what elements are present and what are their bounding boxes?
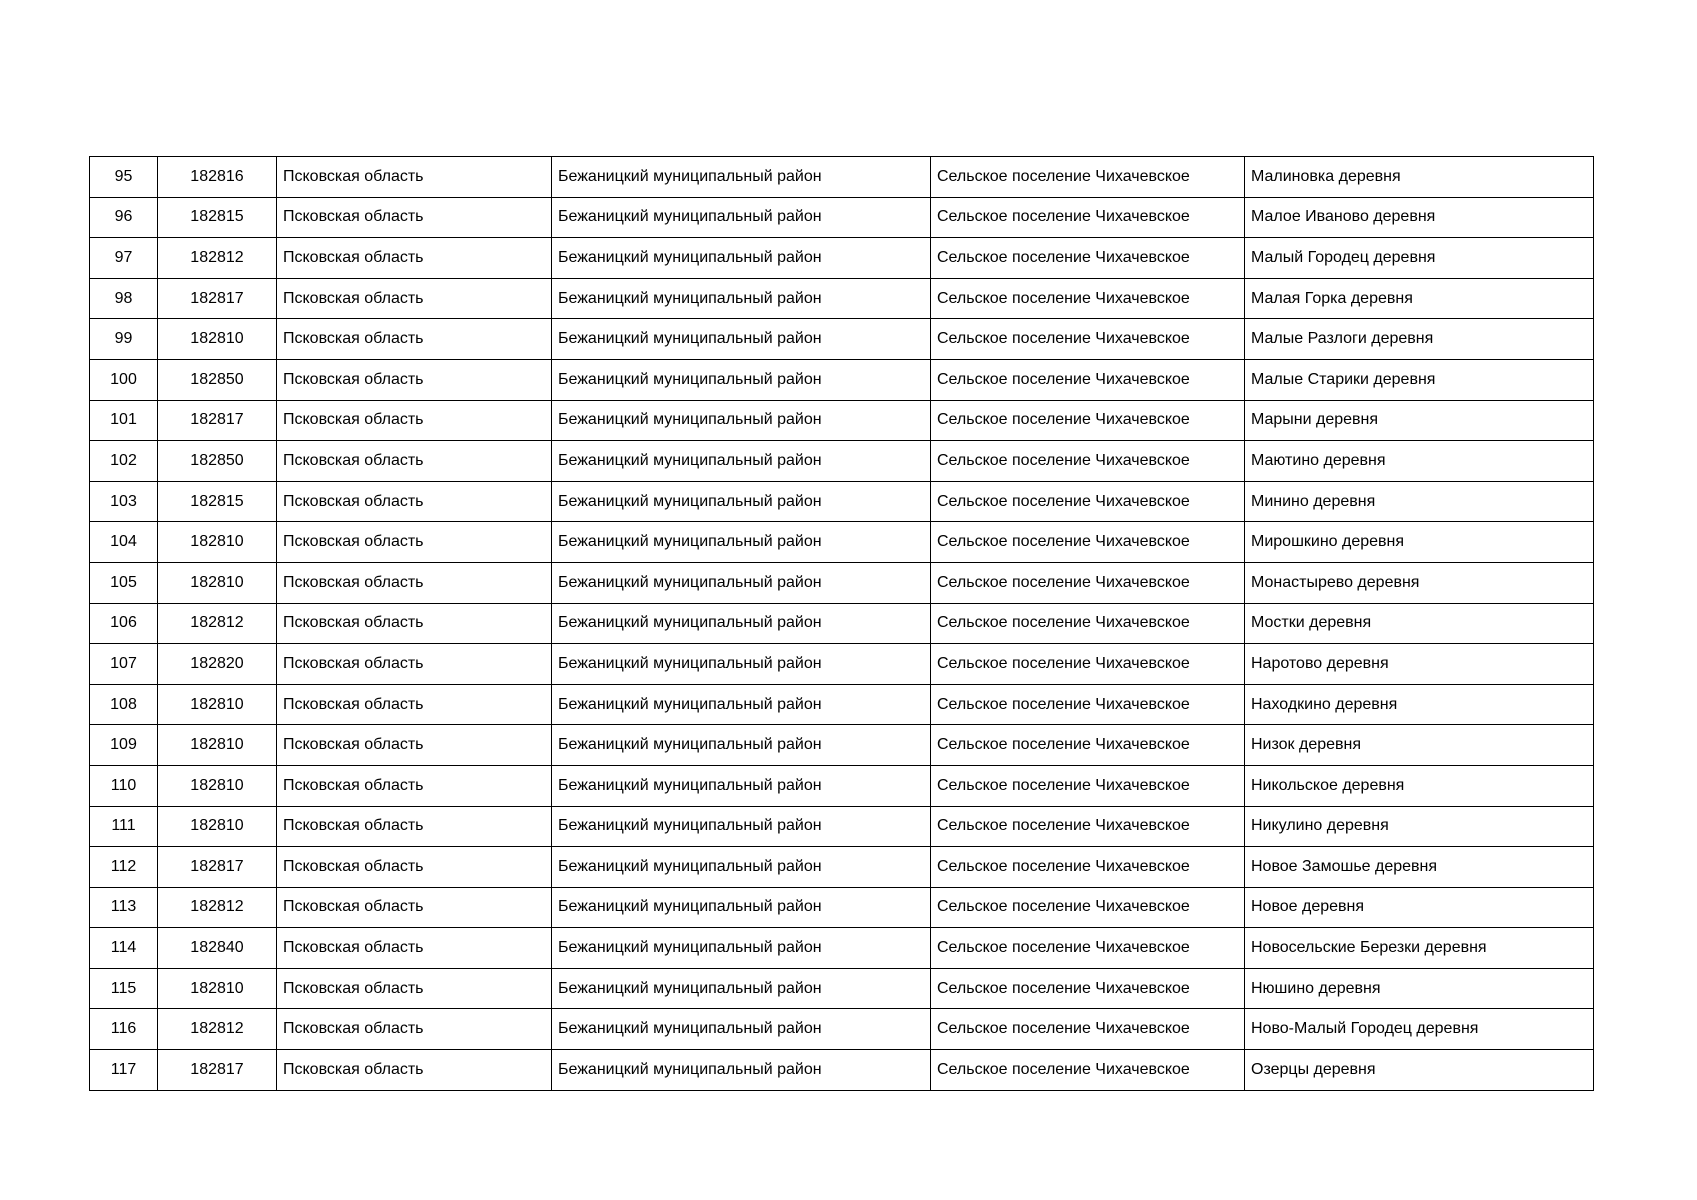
region-cell: Псковская область — [277, 562, 552, 603]
table-row — [90, 278, 1594, 319]
row-number-cell: 101 — [90, 400, 158, 441]
row-number-cell: 103 — [90, 481, 158, 522]
postal-code-cell: 182810 — [158, 968, 277, 1009]
row-number-cell: 95 — [90, 157, 158, 198]
district-cell: Бежаницкий муниципальный район — [552, 968, 931, 1009]
table-row — [90, 1009, 1594, 1050]
table-row — [90, 968, 1594, 1009]
table-row — [90, 887, 1594, 928]
row-number-cell: 99 — [90, 319, 158, 360]
settlement-cell: Сельское поселение Чихачевское — [931, 278, 1245, 319]
settlement-cell: Сельское поселение Чихачевское — [931, 359, 1245, 400]
postal-code-cell: 182812 — [158, 1009, 277, 1050]
locality-cell: Малые Разлоги деревня — [1245, 319, 1594, 360]
locality-cell: Маютино деревня — [1245, 441, 1594, 482]
region-cell: Псковская область — [277, 644, 552, 685]
locality-cell: Наротово деревня — [1245, 644, 1594, 685]
locality-cell: Новое Замошье деревня — [1245, 847, 1594, 888]
row-number-cell: 111 — [90, 806, 158, 847]
row-number-cell: 100 — [90, 359, 158, 400]
settlement-cell: Сельское поселение Чихачевское — [931, 928, 1245, 969]
settlement-cell: Сельское поселение Чихачевское — [931, 765, 1245, 806]
postal-code-cell: 182850 — [158, 359, 277, 400]
region-cell: Псковская область — [277, 1009, 552, 1050]
region-cell: Псковская область — [277, 806, 552, 847]
locality-cell: Никулино деревня — [1245, 806, 1594, 847]
district-cell: Бежаницкий муниципальный район — [552, 765, 931, 806]
region-cell: Псковская область — [277, 684, 552, 725]
settlement-cell: Сельское поселение Чихачевское — [931, 644, 1245, 685]
table-row — [90, 806, 1594, 847]
row-number-cell: 116 — [90, 1009, 158, 1050]
district-cell: Бежаницкий муниципальный район — [552, 847, 931, 888]
district-cell: Бежаницкий муниципальный район — [552, 481, 931, 522]
locality-cell: Находкино деревня — [1245, 684, 1594, 725]
settlement-cell: Сельское поселение Чихачевское — [931, 481, 1245, 522]
locality-cell: Мирошкино деревня — [1245, 522, 1594, 563]
locality-cell: Малое Иваново деревня — [1245, 197, 1594, 238]
district-cell: Бежаницкий муниципальный район — [552, 684, 931, 725]
row-number-cell: 115 — [90, 968, 158, 1009]
settlement-cell: Сельское поселение Чихачевское — [931, 562, 1245, 603]
row-number-cell: 110 — [90, 765, 158, 806]
settlement-cell: Сельское поселение Чихачевское — [931, 319, 1245, 360]
row-number-cell: 114 — [90, 928, 158, 969]
locality-cell: Минино деревня — [1245, 481, 1594, 522]
postal-code-cell: 182850 — [158, 441, 277, 482]
row-number-cell: 105 — [90, 562, 158, 603]
table-row — [90, 928, 1594, 969]
postal-code-cell: 182840 — [158, 928, 277, 969]
settlement-cell: Сельское поселение Чихачевское — [931, 1050, 1245, 1091]
postal-code-cell: 182810 — [158, 684, 277, 725]
region-cell: Псковская область — [277, 522, 552, 563]
district-cell: Бежаницкий муниципальный район — [552, 522, 931, 563]
locality-cell: Озерцы деревня — [1245, 1050, 1594, 1091]
locality-cell: Никольское деревня — [1245, 765, 1594, 806]
locality-cell: Нюшино деревня — [1245, 968, 1594, 1009]
region-cell: Псковская область — [277, 359, 552, 400]
region-cell: Псковская область — [277, 157, 552, 198]
row-number-cell: 109 — [90, 725, 158, 766]
region-cell: Псковская область — [277, 319, 552, 360]
postal-code-cell: 182816 — [158, 157, 277, 198]
table-row — [90, 197, 1594, 238]
district-cell: Бежаницкий муниципальный район — [552, 603, 931, 644]
settlements-table — [89, 156, 1594, 1091]
postal-code-cell: 182815 — [158, 481, 277, 522]
postal-code-cell: 182810 — [158, 765, 277, 806]
postal-code-cell: 182812 — [158, 887, 277, 928]
district-cell: Бежаницкий муниципальный район — [552, 319, 931, 360]
settlement-cell: Сельское поселение Чихачевское — [931, 238, 1245, 279]
row-number-cell: 107 — [90, 644, 158, 685]
settlement-cell: Сельское поселение Чихачевское — [931, 968, 1245, 1009]
table-row — [90, 725, 1594, 766]
row-number-cell: 112 — [90, 847, 158, 888]
table-row — [90, 644, 1594, 685]
locality-cell: Монастырево деревня — [1245, 562, 1594, 603]
region-cell: Псковская область — [277, 238, 552, 279]
district-cell: Бежаницкий муниципальный район — [552, 278, 931, 319]
postal-code-cell: 182817 — [158, 847, 277, 888]
table-row — [90, 441, 1594, 482]
district-cell: Бежаницкий муниципальный район — [552, 197, 931, 238]
district-cell: Бежаницкий муниципальный район — [552, 157, 931, 198]
postal-code-cell: 182810 — [158, 522, 277, 563]
row-number-cell: 96 — [90, 197, 158, 238]
postal-code-cell: 182810 — [158, 319, 277, 360]
postal-code-cell: 182817 — [158, 1050, 277, 1091]
table-row — [90, 522, 1594, 563]
region-cell: Псковская область — [277, 765, 552, 806]
locality-cell: Ново-Малый Городец деревня — [1245, 1009, 1594, 1050]
region-cell: Псковская область — [277, 928, 552, 969]
region-cell: Псковская область — [277, 603, 552, 644]
settlement-cell: Сельское поселение Чихачевское — [931, 441, 1245, 482]
row-number-cell: 117 — [90, 1050, 158, 1091]
row-number-cell: 106 — [90, 603, 158, 644]
settlement-cell: Сельское поселение Чихачевское — [931, 1009, 1245, 1050]
settlement-cell: Сельское поселение Чихачевское — [931, 522, 1245, 563]
postal-code-cell: 182810 — [158, 806, 277, 847]
postal-code-cell: 182810 — [158, 725, 277, 766]
table-row — [90, 603, 1594, 644]
table-row — [90, 238, 1594, 279]
district-cell: Бежаницкий муниципальный район — [552, 806, 931, 847]
locality-cell: Низок деревня — [1245, 725, 1594, 766]
region-cell: Псковская область — [277, 887, 552, 928]
settlement-cell: Сельское поселение Чихачевское — [931, 806, 1245, 847]
settlement-cell: Сельское поселение Чихачевское — [931, 847, 1245, 888]
district-cell: Бежаницкий муниципальный район — [552, 644, 931, 685]
row-number-cell: 104 — [90, 522, 158, 563]
postal-code-cell: 182812 — [158, 238, 277, 279]
region-cell: Псковская область — [277, 725, 552, 766]
table-row — [90, 481, 1594, 522]
locality-cell: Малая Горка деревня — [1245, 278, 1594, 319]
district-cell: Бежаницкий муниципальный район — [552, 887, 931, 928]
row-number-cell: 102 — [90, 441, 158, 482]
table-body — [90, 157, 1594, 1091]
table-row — [90, 847, 1594, 888]
region-cell: Псковская область — [277, 400, 552, 441]
postal-code-cell: 182817 — [158, 278, 277, 319]
settlement-cell: Сельское поселение Чихачевское — [931, 684, 1245, 725]
locality-cell: Новосельские Березки деревня — [1245, 928, 1594, 969]
locality-cell: Малые Старики деревня — [1245, 359, 1594, 400]
locality-cell: Малиновка деревня — [1245, 157, 1594, 198]
settlement-cell: Сельское поселение Чихачевское — [931, 400, 1245, 441]
postal-code-cell: 182820 — [158, 644, 277, 685]
settlement-cell: Сельское поселение Чихачевское — [931, 157, 1245, 198]
settlement-cell: Сельское поселение Чихачевское — [931, 725, 1245, 766]
row-number-cell: 108 — [90, 684, 158, 725]
district-cell: Бежаницкий муниципальный район — [552, 928, 931, 969]
table-row — [90, 157, 1594, 198]
row-number-cell: 97 — [90, 238, 158, 279]
district-cell: Бежаницкий муниципальный район — [552, 238, 931, 279]
row-number-cell: 113 — [90, 887, 158, 928]
district-cell: Бежаницкий муниципальный район — [552, 441, 931, 482]
district-cell: Бежаницкий муниципальный район — [552, 400, 931, 441]
table-row — [90, 684, 1594, 725]
region-cell: Псковская область — [277, 847, 552, 888]
settlement-cell: Сельское поселение Чихачевское — [931, 603, 1245, 644]
region-cell: Псковская область — [277, 481, 552, 522]
locality-cell: Мостки деревня — [1245, 603, 1594, 644]
table-row — [90, 319, 1594, 360]
table-row — [90, 400, 1594, 441]
table-row — [90, 1050, 1594, 1091]
postal-code-cell: 182817 — [158, 400, 277, 441]
district-cell: Бежаницкий муниципальный район — [552, 1050, 931, 1091]
district-cell: Бежаницкий муниципальный район — [552, 1009, 931, 1050]
district-cell: Бежаницкий муниципальный район — [552, 562, 931, 603]
table-row — [90, 765, 1594, 806]
region-cell: Псковская область — [277, 197, 552, 238]
postal-code-cell: 182810 — [158, 562, 277, 603]
region-cell: Псковская область — [277, 1050, 552, 1091]
settlement-cell: Сельское поселение Чихачевское — [931, 887, 1245, 928]
locality-cell: Марыни деревня — [1245, 400, 1594, 441]
row-number-cell: 98 — [90, 278, 158, 319]
table-row — [90, 562, 1594, 603]
settlement-cell: Сельское поселение Чихачевское — [931, 197, 1245, 238]
locality-cell: Новое деревня — [1245, 887, 1594, 928]
postal-code-cell: 182812 — [158, 603, 277, 644]
locality-cell: Малый Городец деревня — [1245, 238, 1594, 279]
district-cell: Бежаницкий муниципальный район — [552, 359, 931, 400]
postal-code-cell: 182815 — [158, 197, 277, 238]
region-cell: Псковская область — [277, 441, 552, 482]
district-cell: Бежаницкий муниципальный район — [552, 725, 931, 766]
table-row — [90, 359, 1594, 400]
region-cell: Псковская область — [277, 278, 552, 319]
region-cell: Псковская область — [277, 968, 552, 1009]
